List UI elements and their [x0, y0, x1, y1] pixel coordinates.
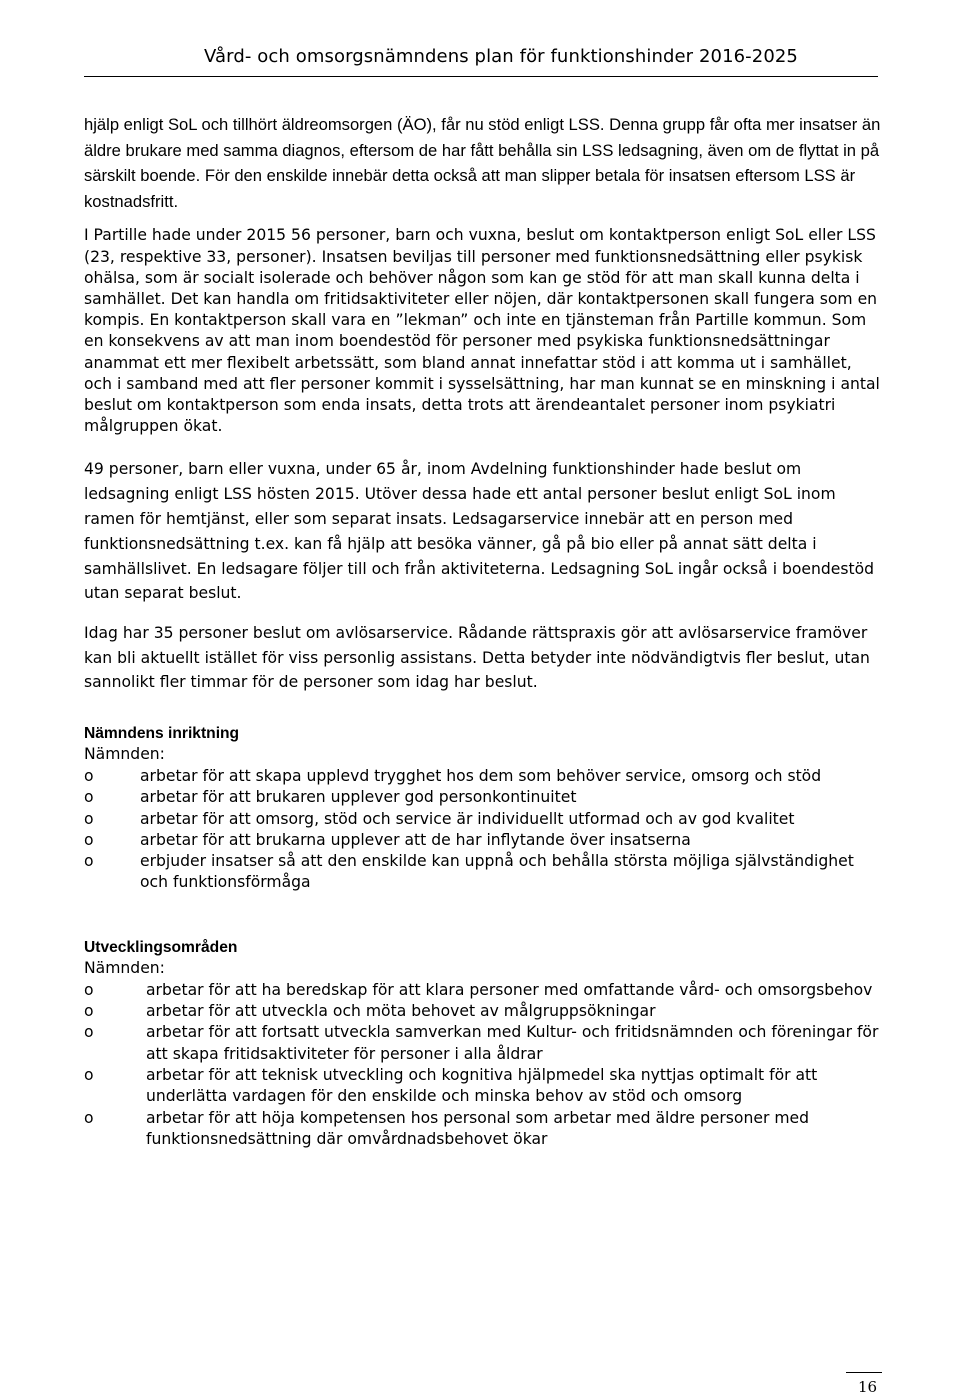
- list-item-text: arbetar för att brukarna upplever att de har inflytande över insatserna: [140, 830, 691, 849]
- bullet-marker: o: [84, 766, 94, 785]
- section-heading-utvecklingsomraden: Utvecklingsområden: [84, 938, 238, 956]
- list-item: [84, 787, 884, 808]
- bullet-marker: o: [84, 1108, 94, 1127]
- page-header: [84, 44, 878, 77]
- document-body: [84, 112, 884, 1150]
- list-item: [84, 830, 884, 851]
- list-item: [84, 851, 884, 894]
- bullet-marker: o: [84, 1065, 94, 1084]
- list-item: [84, 980, 884, 1001]
- list-item-text: erbjuder insatser så att den enskilde kan uppnå och behålla största möjliga självständighet och funktionsförmåga: [140, 852, 854, 892]
- list-item-text: arbetar för att omsorg, stöd och service är individuellt utformad och av god kvalitet: [140, 809, 795, 828]
- list-item: [84, 1022, 884, 1065]
- page-number: 16: [858, 1378, 878, 1396]
- section-heading-inriktning: Nämndens inriktning: [84, 724, 240, 742]
- paragraph-avlosarservice: Idag har 35 personer beslut om avlösarservice. Rådande rättspraxis gör att avlösarservice framöver kan bli aktuellt istället för viss personlig assistans. Detta betyder inte nödvändigtvis fler beslut, utan sannolikt fler timmar för de personer som idag har beslut.: [84, 624, 870, 692]
- page-number-rule: [846, 1372, 882, 1373]
- list-item: [84, 1001, 884, 1022]
- list-item: [84, 766, 884, 787]
- bullet-marker: o: [84, 1023, 94, 1042]
- list-item-text: arbetar för att skapa upplevd trygghet hos dem som behöver service, omsorg och stöd: [140, 766, 822, 785]
- bullet-marker: o: [84, 830, 94, 849]
- list-item-text: arbetar för att ha beredskap för att klara personer med omfattande vård- och omsorgsbehov: [146, 980, 873, 999]
- list-item-text: arbetar för att fortsatt utveckla samverkan med Kultur- och fritidsnämnden och föreningar för att skapa fritidsaktiviteter för personer i alla åldrar: [146, 1023, 879, 1063]
- list-item-text: arbetar för att utveckla och möta behovet av målgruppsökningar: [146, 1002, 656, 1021]
- list-inriktning: [84, 766, 884, 894]
- paragraph-ledsagning: 49 personer, barn eller vuxna, under 65 år, inom Avdelning funktionshinder hade beslut om ledsagning enligt LSS hösten 2015. Utöver dessa hade ett antal personer beslut enligt SoL inom ramen för hemtjänst, eller som separat insats. Ledsagarservice innebär att en person med funktionsnedsättning t.ex. kan få hjälp att besöka vänner, gå på bio eller på annat sätt delta i samhällslivet. En ledsagare följer till och från aktiviteterna. Ledsagning SoL ingår också i boendestöd utan separat beslut.: [84, 460, 875, 603]
- list-item-text: arbetar för att brukaren upplever god personkontinuitet: [140, 788, 577, 807]
- list-item: [84, 1065, 884, 1108]
- paragraph-kontaktperson: I Partille hade under 2015 56 personer, barn och vuxna, beslut om kontaktperson enligt SoL eller LSS (23, respektive 33, personer). Insatsen beviljas till personer med funktionsnedsättning eller psykisk ohälsa, som är socialt isolerade och behöver någon som kan ge stöd för att man skall kunna delta i samhället. Det kan handla om fritidsaktiviteter eller nöjen, där kontaktpersonen skall fungera som en kompis. En kontaktperson skall vara en ”lekman” och inte en tjänsteman från Partille kommun. Som en konsekvens av att man inom boendestöd för personer med psykiska funktionsnedsättningar anammat ett mer flexibelt arbetssätt, som bland annat innefattar stöd i att komma ut i samhället, och i samband med att fler personer kommit i sysselsättning, har man kunnat se en minskning i antal beslut om kontaktperson som enda insats, detta trots att ärendeantalet personer inom psykiatri målgruppen ökat.: [84, 226, 880, 436]
- bullet-marker: o: [84, 1002, 94, 1021]
- list-item: [84, 809, 884, 830]
- section-lead-inriktning: Nämnden:: [84, 744, 165, 763]
- bullet-marker: o: [84, 809, 94, 828]
- bullet-marker: o: [84, 980, 94, 999]
- paragraph-ledsagning-intro: hjälp enligt SoL och tillhört äldreomsorgen (ÄO), får nu stöd enligt LSS. Denna grupp får ofta mer insatser än äldre brukare med samma diagnos, eftersom de har fått behålla sin LSS ledsagning, även om de flyttat in på särskilt boende. För den enskilde innebär detta också att man slipper betala för insatsen eftersom LSS är kostnadsfritt.: [84, 115, 881, 211]
- bullet-marker: o: [84, 788, 94, 807]
- list-item-text: arbetar för att höja kompetensen hos personal som arbetar med äldre personer med funktionsnedsättning där omvårdnadsbehovet ökar: [146, 1108, 810, 1148]
- section-lead-utvecklingsomraden: Nämnden:: [84, 958, 165, 977]
- list-item-text: arbetar för att teknisk utveckling och kognitiva hjälpmedel ska nyttjas optimalt för att underlätta vardagen för den enskilde och minska behov av stöd och omsorg: [146, 1065, 818, 1106]
- list-item: [84, 1108, 884, 1151]
- bullet-marker: o: [84, 852, 94, 871]
- header-title: Vård- och omsorgsnämndens plan för funktionshinder 2016-2025: [204, 46, 798, 67]
- list-utvecklingsomraden: [84, 980, 884, 1150]
